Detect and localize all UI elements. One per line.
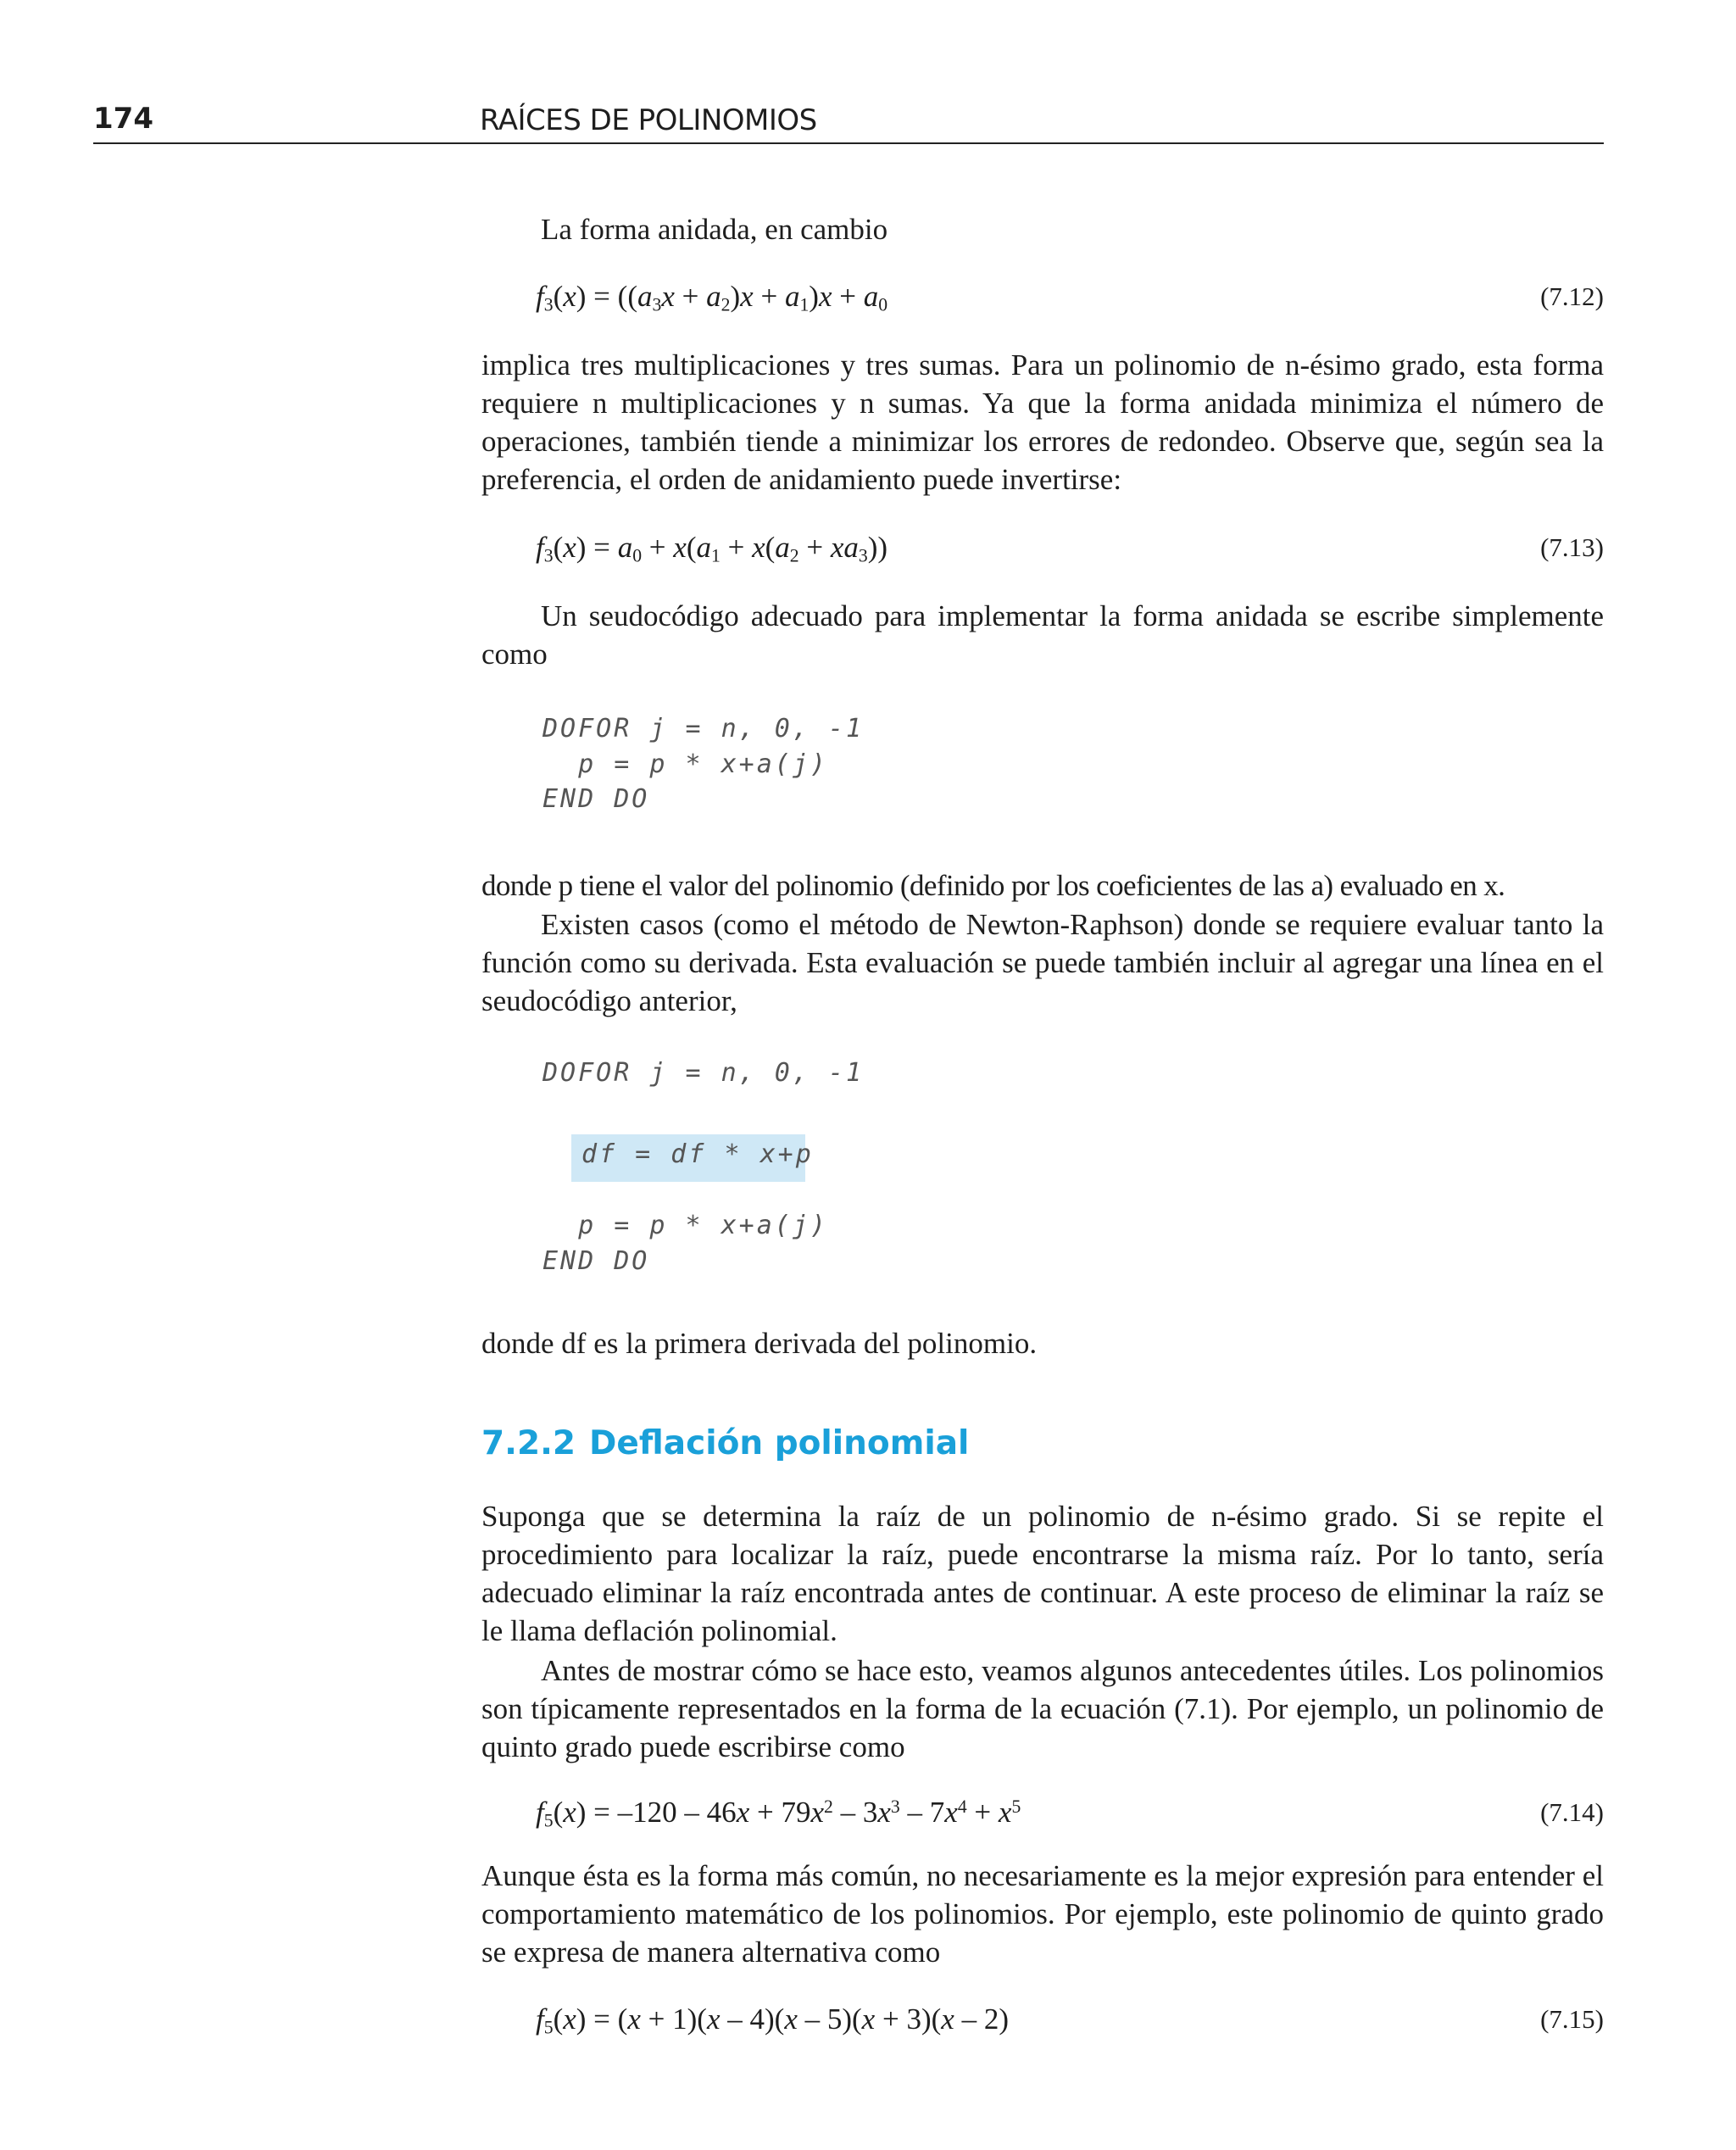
paragraph-p-value: donde p tiene el valor del polinomio (definido por los coeficientes de las a) evaluado en x. [481, 869, 1505, 902]
section-heading [481, 1424, 969, 1462]
paragraph-nested-form-intro: La forma anidada, en cambio [541, 213, 888, 246]
equation-number: (7.12) [1540, 281, 1604, 311]
code-line-highlighted: df = df * x+p [581, 1139, 814, 1169]
equation-expression: $f_3(x) = ((a_3x + a_2)x + a_1)x + a_0$ [536, 280, 888, 315]
equation-number: (7.14) [1540, 1797, 1604, 1827]
paragraph-nested-form-operations: implica tres multiplicaciones y tres sumas. Para un polinomio de n-ésimo grado, esta forma requiere n multiplicaciones y n sumas. Ya que la forma anidada minimiza el número de operaciones, también tiende a minimizar los errores de redondeo. Observe que, según sea la preferencia, el orden de anidamiento puede invertirse: [481, 348, 1604, 496]
equation-expression: $f_5(x) = (x + 1)(x - 4)(x - 5)(x + 3)(x - 2)$ [536, 2002, 1009, 2038]
paragraph-pseudocode-intro: Un seudocódigo adecuado para implementar la forma anidada se escribe simplemente como [481, 599, 1604, 671]
equation-7-15 [536, 2002, 1604, 2041]
code-line: END DO [542, 784, 650, 814]
equation-number: (7.15) [1540, 2004, 1604, 2034]
code-line: p = p * x+a(j) [542, 1211, 828, 1240]
equation-expression: $f_5(x) = -120 - 46x + 79x^2 - 3x^3 - 7x^4 + x^5$ [536, 1796, 1021, 1831]
code-line: p = p * x+a(j) [542, 749, 828, 779]
paragraph-background: Antes de mostrar cómo se hace esto, veamos algunos antecedentes útiles. Los polinomios son típicamente representados en la forma de la ecuación (7.1). Por ejemplo, un polinomio de quinto grado puede escribirse como [481, 1654, 1604, 1763]
page-header [93, 95, 1604, 144]
equation-expression: $f_3(x) = a_0 + x(a_1 + x(a_2 + xa_3))$ [536, 531, 888, 566]
section-title: Deflación polinomial [589, 1424, 970, 1462]
equation-number: (7.13) [1540, 532, 1604, 562]
paragraph-derivative-intro: Existen casos (como el método de Newton-Raphson) donde se requiere evaluar tanto la función como su derivada. Esta evaluación se puede también incluir al agregar una línea en el seudocódigo anterior, [481, 908, 1604, 1017]
code-line: DOFOR j = n, 0, -1 [542, 1058, 865, 1088]
equation-7-14 [536, 1796, 1604, 1835]
equation-7-13 [536, 531, 1604, 570]
code-line: END DO [542, 1246, 650, 1276]
equation-7-12 [536, 280, 1604, 319]
page-number: 174 [93, 102, 153, 136]
section-number: 7.2.2 [481, 1424, 576, 1462]
paragraph-alternative-form: Aunque ésta es la forma más común, no necesariamente es la mejor expresión para entender el comportamiento matemático de los polinomios. Por ejemplo, este polinomio de quinto grado se expresa de manera alternativa como [481, 1859, 1604, 1969]
running-title: RAÍCES DE POLINOMIOS [480, 103, 817, 137]
paragraph-df-meaning: donde df es la primera derivada del polinomio. [481, 1327, 1038, 1360]
paragraph-deflation-intro: Suponga que se determina la raíz de un polinomio de n-ésimo grado. Si se repite el procedimiento para localizar la raíz, puede encontrarse la misma raíz. Por lo tanto, sería adecuado eliminar la raíz encontrada antes de continuar. A este proceso de eliminar la raíz se le llama deflación polinomial. [481, 1500, 1604, 1647]
code-line: DOFOR j = n, 0, -1 [542, 714, 865, 744]
